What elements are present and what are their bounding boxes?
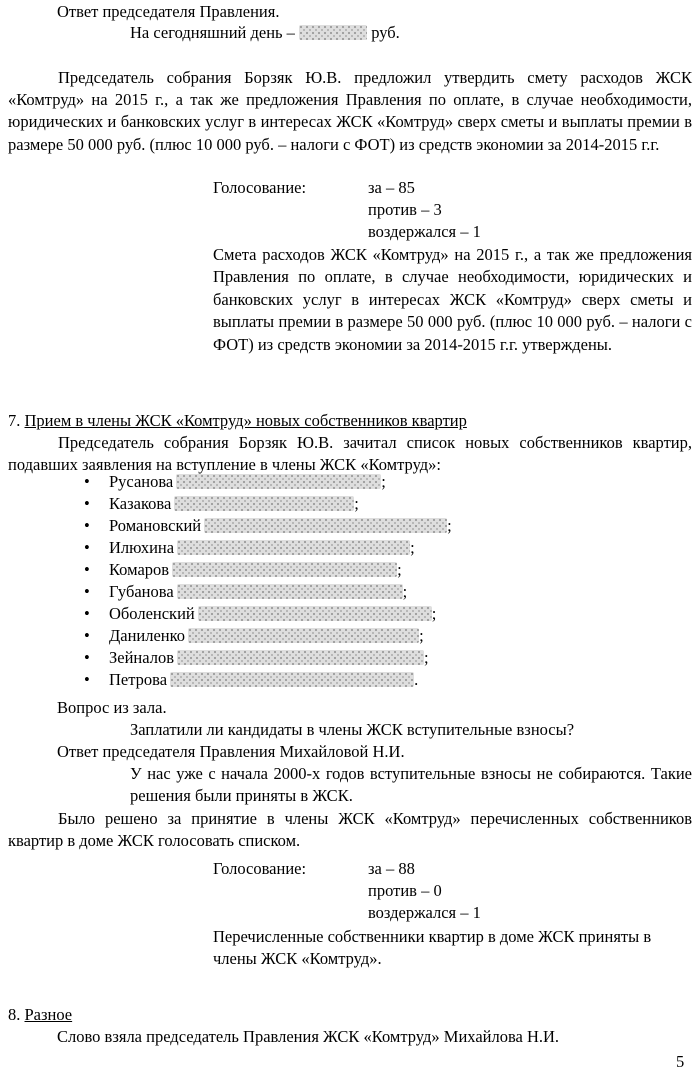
- budget-vote-for: за – 85: [368, 178, 415, 197]
- page-number: 5: [676, 1052, 685, 1071]
- bullet-icon: •: [84, 472, 90, 491]
- answer-chair-line: Ответ председателя Правления.: [57, 2, 280, 21]
- redacted-address: [176, 474, 381, 489]
- list-item: • Губанова ;: [84, 582, 408, 601]
- members-result: Перечисленные собственники квартир в доме ЖСК приняты в члены ЖСК «Комтруд».: [213, 927, 652, 968]
- budget-paragraph: Председатель собрания Борзяк Ю.В. предложил утвердить смету расходов ЖСК «Комтруд» на 2015 г., а так же предложения Правления по оплате, в случае необходимости, юридических и банковских услуг в интересах ЖСК «Комтруд» сверх сметы и выплаты премии в размере 50 000 руб. (плюс 10 000 руб. – налоги с ФОТ) из средств экономии за 2014-2015 г.г.: [8, 68, 692, 154]
- today-balance-line: [130, 22, 400, 44]
- section7-number: 7.: [8, 411, 21, 430]
- list-item: • Оболенский ;: [84, 604, 437, 623]
- question-text: Заплатили ли кандидаты в члены ЖСК вступительные взносы?: [130, 720, 575, 739]
- section8-text: Слово взяла председатель Правления ЖСК «Комтруд» Михайлова Н.И.: [57, 1027, 560, 1046]
- budget-decision: Смета расходов ЖСК «Комтруд» на 2015 г., а так же предложения Правления по оплате, в случае необходимости, юридических и банковских услуг в интересах ЖСК «Комтруд» сверх сметы и выплаты премии в размере 50 000 руб. (плюс 10 000 руб. – налоги с ФОТ) из средств экономии за 2014-2015 г.г. утверждены.: [213, 245, 692, 354]
- section7-intro: Председатель собрания Борзяк Ю.В. зачитал список новых собственников квартир, подавших заявления на вступление в члены ЖСК «Комтруд»:: [8, 433, 692, 474]
- answer-text: У нас уже с начала 2000-х годов вступительные взносы не собираются. Такие решения были приняты в ЖСК.: [130, 764, 692, 805]
- redacted-address: [172, 562, 397, 577]
- list-item: • Илюхина ;: [84, 538, 415, 557]
- budget-vote-against: против – 3: [368, 200, 442, 219]
- bullet-icon: •: [84, 494, 90, 513]
- list-item: • Русанова ;: [84, 472, 386, 491]
- members-vote-label: Голосование:: [213, 859, 307, 878]
- members-vote-for: за – 88: [368, 859, 415, 878]
- today-prefix: На сегодняшний день –: [130, 23, 295, 42]
- bullet-icon: •: [84, 560, 90, 579]
- redacted-address: [188, 628, 419, 643]
- section7-title: Прием в члены ЖСК «Комтруд» новых собственников квартир: [24, 411, 467, 430]
- bullet-icon: •: [84, 538, 90, 557]
- budget-vote-abstained: воздержался – 1: [368, 222, 481, 241]
- bullet-icon: •: [84, 626, 90, 645]
- redacted-address: [204, 518, 447, 533]
- section8-number: 8.: [8, 1005, 21, 1024]
- bullet-icon: •: [84, 604, 90, 623]
- bullet-icon: •: [84, 648, 90, 667]
- redacted-address: [177, 584, 403, 599]
- list-item: • Казакова ;: [84, 494, 359, 513]
- section8-title: Разное: [24, 1005, 73, 1024]
- redacted-address: [198, 606, 432, 621]
- redacted-address: [174, 496, 354, 511]
- members-vote-abstained: воздержался – 1: [368, 903, 481, 922]
- list-item: • Романовский ;: [84, 516, 452, 535]
- list-item: • Петрова .: [84, 670, 419, 689]
- bullet-icon: •: [84, 582, 90, 601]
- redacted-address: [170, 672, 414, 687]
- redacted-address: [177, 650, 424, 665]
- today-suffix: руб.: [371, 23, 400, 42]
- answer-label: Ответ председателя Правления Михайловой Н.И.: [57, 742, 405, 761]
- budget-vote-label: Голосование:: [213, 178, 307, 197]
- redacted-amount: [299, 25, 367, 40]
- section7-heading: [8, 410, 467, 432]
- bullet-icon: •: [84, 670, 90, 689]
- list-item: • Комаров ;: [84, 560, 402, 579]
- question-label: Вопрос из зала.: [57, 698, 167, 717]
- members-list: [84, 471, 452, 691]
- members-vote-against: против – 0: [368, 881, 442, 900]
- redacted-address: [177, 540, 410, 555]
- section8-heading: [8, 1004, 72, 1026]
- list-item: • Даниленко ;: [84, 626, 424, 645]
- bullet-icon: •: [84, 516, 90, 535]
- list-item: • Зейналов ;: [84, 648, 429, 667]
- decided-paragraph: Было решено за принятие в члены ЖСК «Комтруд» перечисленных собственников квартир в доме ЖСК голосовать списком.: [8, 809, 692, 850]
